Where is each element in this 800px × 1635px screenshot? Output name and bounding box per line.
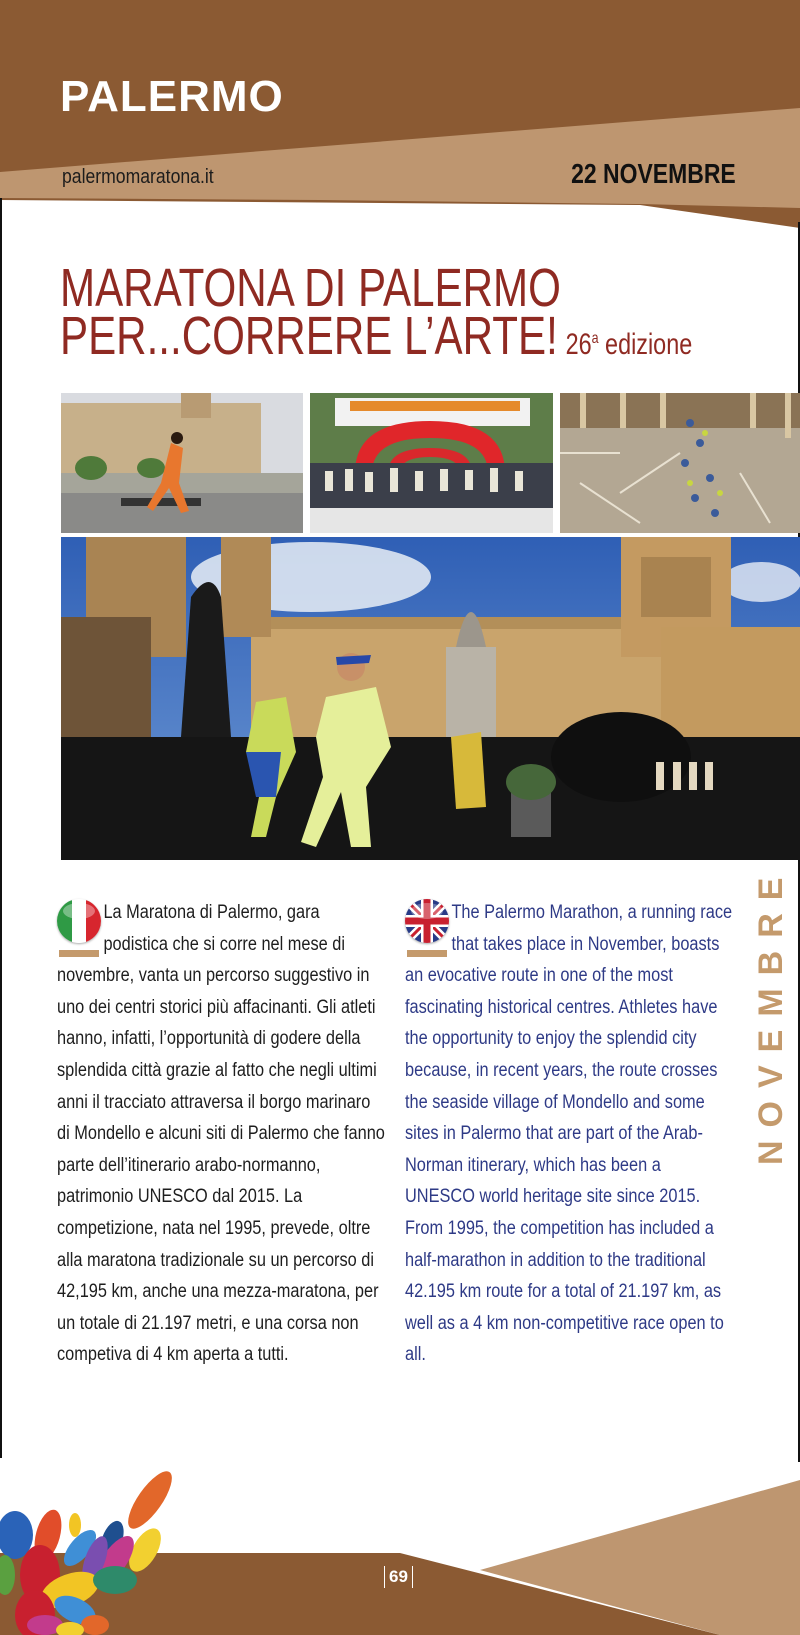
footer-band [0, 1420, 800, 1635]
month-side-label: NOVEMBRE [752, 864, 790, 1165]
title-line-2: PER...CORRERE L’ARTE! 26$^a$ edizione [60, 306, 693, 366]
italian-paragraph: La Maratona di Palermo, gara podistica che si corre nel mese di novembre, vanta un percorso suggestivo in uno dei centri storici più affacinanti. Gli atleti hanno, infatti, l’opportunità di godere della splendida città grazie al fatto che negli ultimi anni il tracciato attraversa il borgo marinaro di Mondello e alcuni siti di Palermo che fanno parte dell’itinerario arabo-normanno, patrimonio UNESCO dal 2015. La competizione, nata nel 1995, prevede, oltre alla maratona tradizionale su un percorso di 42,195 km, anche una mezza-maratona, per un totale di 21.197 metri, e una corsa non competiva di 4 km aperta a tutti. [57, 902, 385, 1366]
website-link[interactable]: palermomaratona.it [62, 166, 214, 188]
english-text-column [405, 897, 735, 1371]
english-paragraph: The Palermo Marathon, a running race that takes place in November, boasts an evocative route in one of the most fascinating historical centres. Athletes have the opportunity to enjoy the splendid city because, in recent years, the route crosses the seaside village of Mondello and some sites in Palermo that are part of the Arab-Norman itinerary, which has been a UNESCO world heritage site since 2015. From 1995, the competition has included a half-marathon in addition to the traditional 42.195 km route for a total of 21.197 km, as well as a 4 km non-competitive race open to all. [405, 902, 733, 1366]
italian-text-column [57, 897, 387, 1371]
page-number: 69 [384, 1566, 413, 1588]
photo-marathon-start-line [310, 393, 553, 533]
edition-label: 26$^a$ edizione [565, 328, 693, 361]
event-date: 22 NOVEMBRE [571, 158, 736, 189]
title-line-1: MARATONA DI PALERMO [60, 258, 561, 318]
article-title [60, 258, 693, 369]
page-border-left [0, 198, 2, 1458]
photo-runners-in-courtyard [560, 393, 800, 533]
photo-runner-near-cathedral [61, 393, 303, 533]
photo-runners-passing-cathedral [61, 537, 800, 860]
city-title: PALERMO [60, 72, 284, 121]
